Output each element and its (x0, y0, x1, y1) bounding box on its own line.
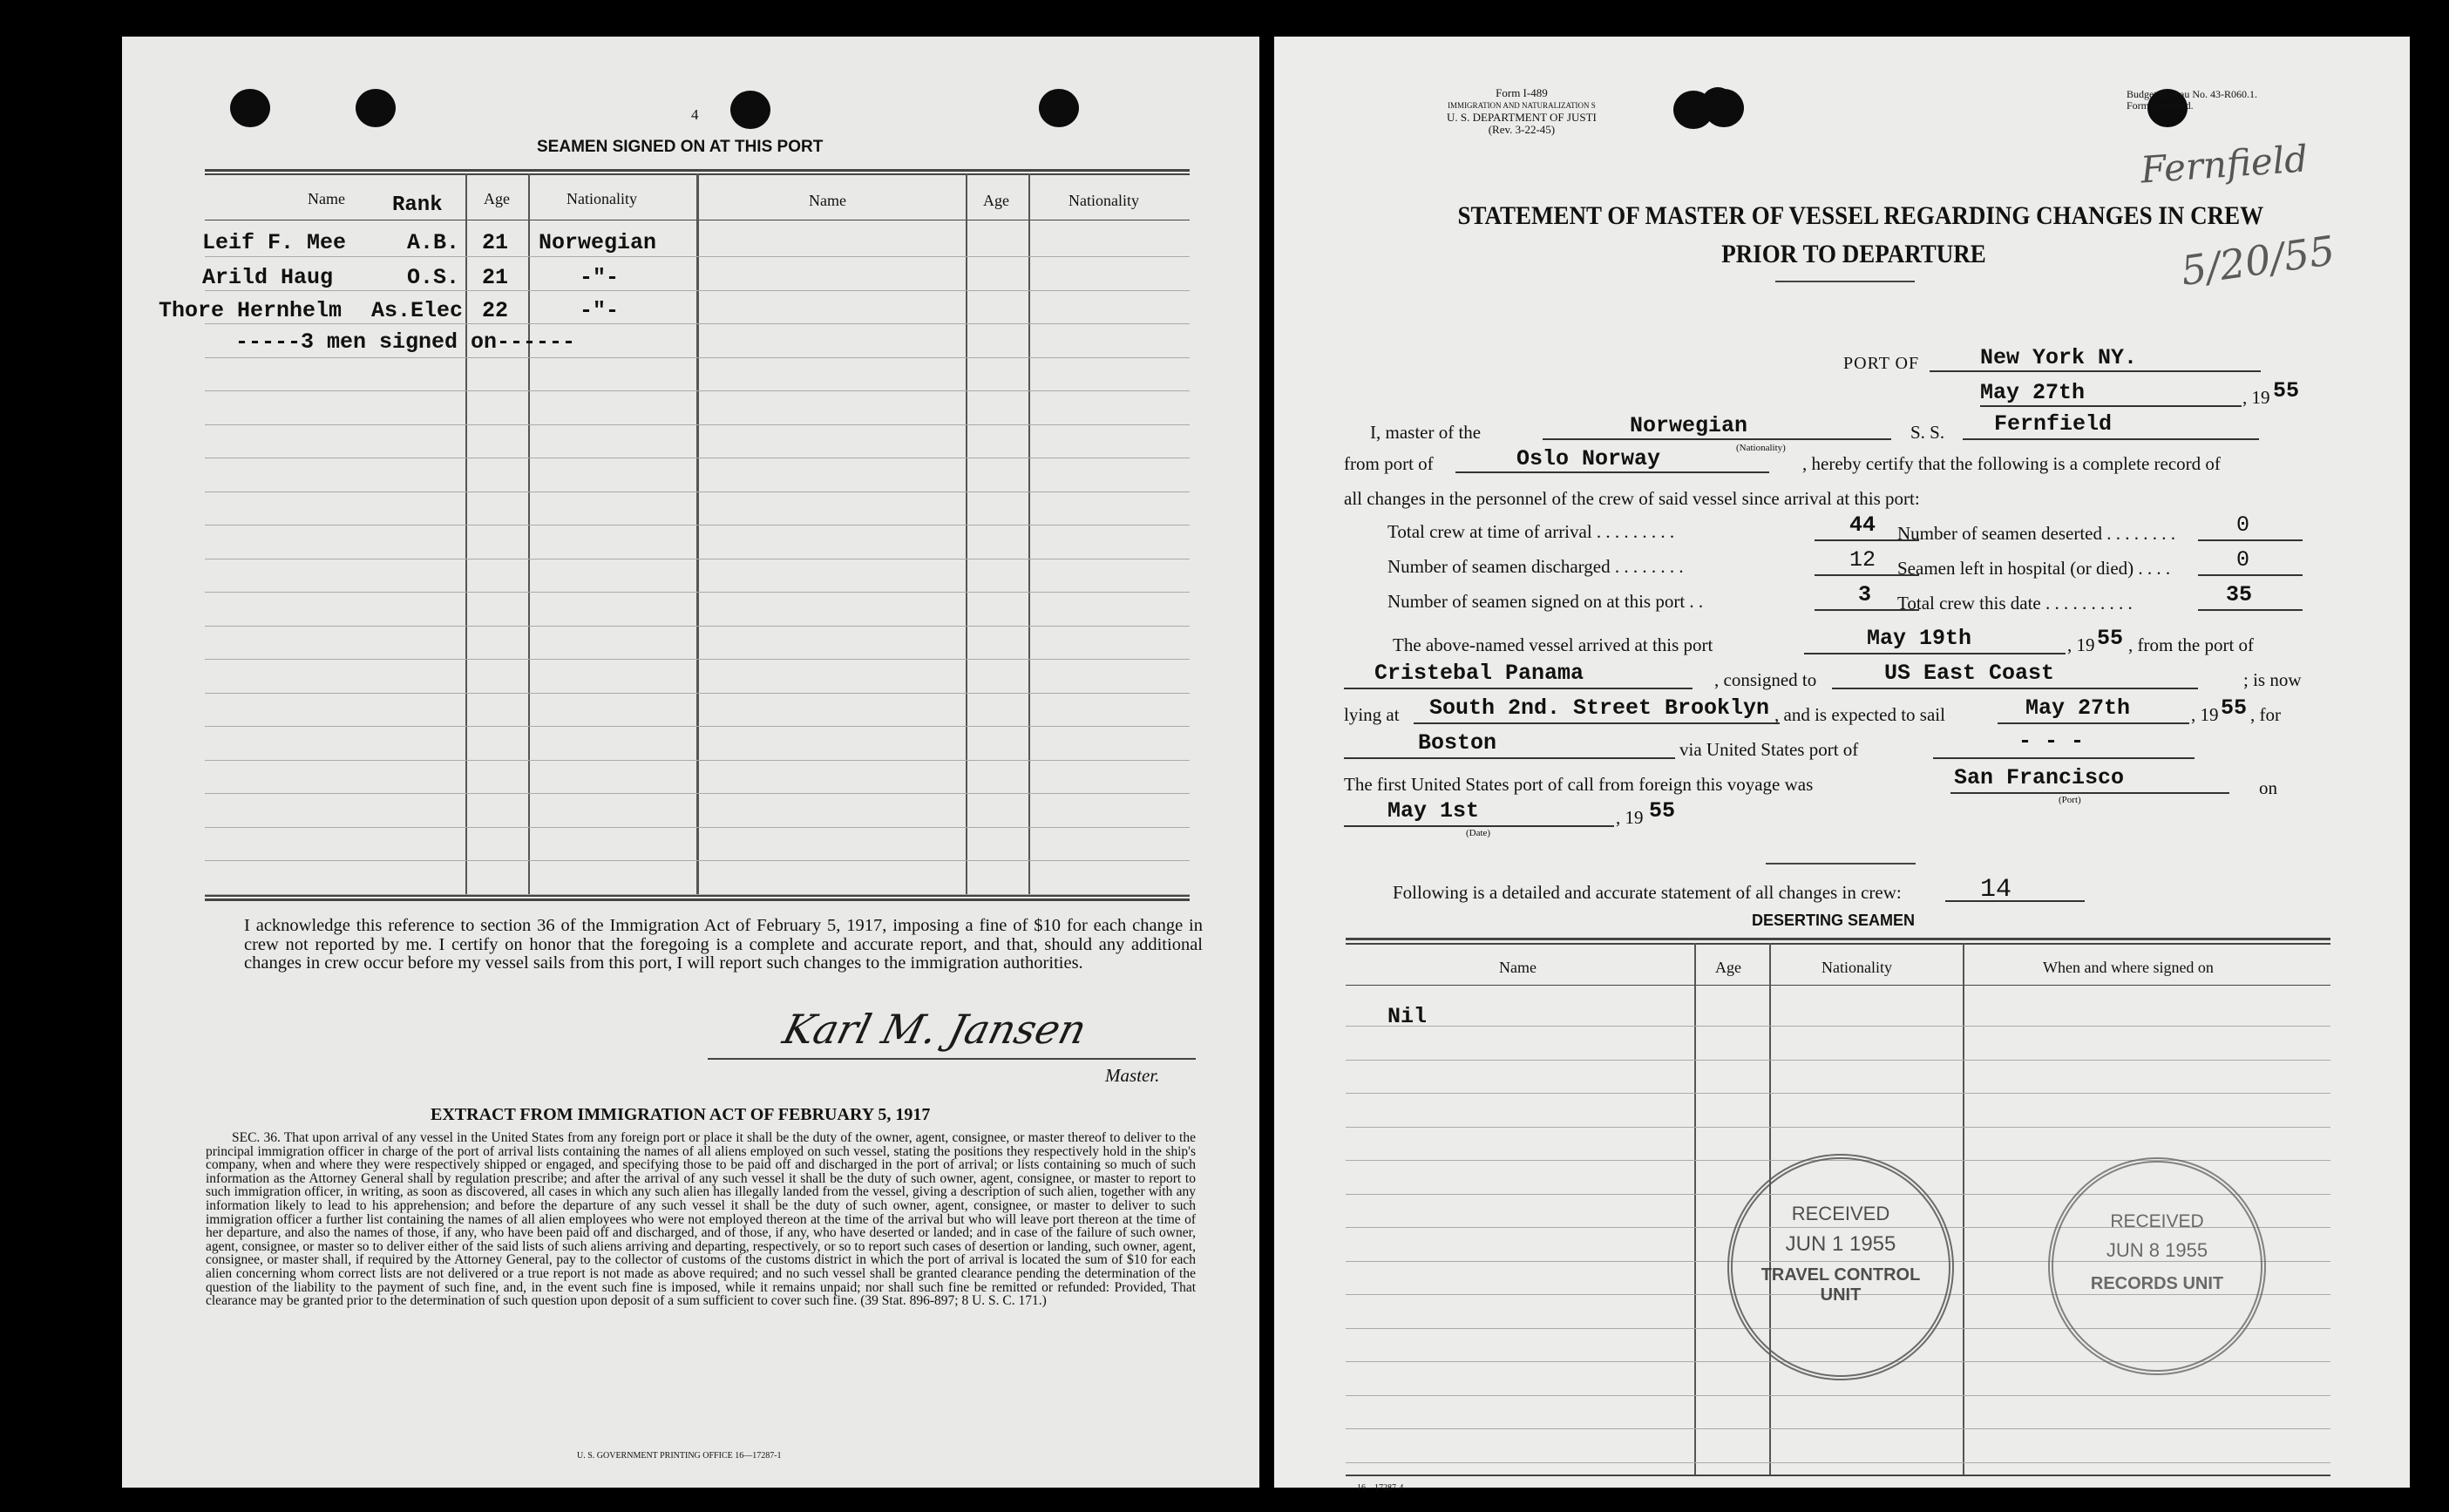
signed-on-value: 3 (1858, 582, 1872, 607)
column-divider (1028, 173, 1030, 895)
arrived-date: May 19th (1867, 626, 1972, 651)
column-divider (528, 173, 530, 895)
hospital-value: 0 (2236, 547, 2250, 573)
seaman-nationality: Norwegian (539, 230, 657, 255)
stamp-received: RECEIVED (1791, 1203, 1890, 1224)
following-label: Following is a detailed and accurate statement of all changes in crew: (1393, 882, 1902, 903)
stamp-date: JUN 8 1955 (2106, 1239, 2208, 1261)
col-header-name-2: Name (809, 192, 846, 209)
printer-line: U. S. GOVERNMENT PRINTING OFFICE 16—17287-1 (577, 1451, 782, 1461)
on-label: on (2259, 777, 2277, 798)
lying-at-value: South 2nd. Street Brooklyn (1429, 695, 1770, 721)
table-row (1346, 1395, 2330, 1396)
statement-date: May 27th (1980, 380, 2086, 405)
arrived-year: 55 (2097, 626, 2124, 651)
discharged-value: 12 (1849, 547, 1876, 573)
master-of-label: I, master of the (1370, 422, 1482, 443)
signature-title: Master. (1105, 1065, 1160, 1086)
stamp-date: JUN 1 1955 (1785, 1232, 1896, 1256)
arrived-label: The above-named vessel arrived at this port (1393, 634, 1713, 655)
handwritten-date: 5/20/55 (2178, 226, 2338, 295)
nationality-caption: (Nationality) (1736, 443, 1786, 453)
fill-line (2198, 608, 2303, 611)
fill-line (1998, 722, 2189, 724)
lying-at-label: lying at (1344, 704, 1400, 725)
sail-date: May 27th (2025, 695, 2131, 721)
fill-line (2198, 573, 2303, 576)
destination-port: Boston (1418, 730, 1497, 756)
fill-line (1414, 722, 1780, 724)
acknowledgement-text: I acknowledge this reference to section 36 of the Immigration Act of February 5, 1917, imposing a fine of $10 for each change in crew not reported by me. I certify on honor that the foregoing is a complete and accurate report, and that, should any additional changes in crew occur before my vessel sails from this port, I will report such changes to the immigration authorities. (244, 916, 1203, 973)
table-row (205, 592, 1190, 593)
table-row (205, 290, 1190, 291)
seaman-rank: O.S. (407, 265, 460, 290)
table-top-rule (1346, 938, 2330, 940)
received-stamp-travel-control (1727, 1154, 1954, 1380)
col-header-age-2: Age (983, 192, 1009, 209)
column-divider (696, 173, 699, 895)
form-title-line-1: STATEMENT OF MASTER OF VESSEL REGARDING CHANGES IN CREW (1457, 201, 2264, 230)
table-row (205, 693, 1190, 694)
fill-line (1945, 899, 2085, 902)
agency-line-2: U. S. DEPARTMENT OF JUSTI (1447, 111, 1597, 124)
from-port-value: Oslo Norway (1516, 446, 1661, 471)
desert-col-name: Name (1499, 959, 1537, 976)
table-row (205, 357, 1190, 358)
changes-count: 14 (1980, 875, 2012, 905)
seaman-age: 22 (482, 298, 509, 323)
seaman-age: 21 (482, 230, 509, 255)
seaman-name: Thore Hernhelm (159, 298, 343, 323)
table-row (205, 894, 1190, 895)
first-port-value: San Francisco (1954, 765, 2125, 790)
table-bottom-rule (205, 898, 1190, 901)
seaman-nationality: -"- (580, 298, 620, 323)
stamp-unit-line-2: UNIT (1820, 1285, 1862, 1305)
port-of-value: New York NY. (1980, 345, 2138, 370)
received-stamp-records (2048, 1157, 2266, 1375)
table-bottom-rule (205, 895, 1190, 897)
fill-line (1804, 652, 2066, 654)
first-port-date: May 1st (1387, 798, 1480, 824)
consigned-to: US East Coast (1884, 661, 2055, 686)
handwritten-vessel-name: Fernfield (2139, 137, 2310, 192)
ss-label: S. S. (1910, 422, 1945, 443)
seaman-rank: A.B. (407, 230, 460, 255)
table-row (205, 659, 1190, 660)
first-port-label: The first United States port of call from foreign this voyage was (1344, 774, 1814, 795)
table-row (1346, 1026, 2330, 1027)
table-top-rule (1346, 943, 2330, 945)
table-row (205, 424, 1190, 425)
statement-year: 55 (2273, 378, 2300, 403)
stamp-received: RECEIVED (2110, 1211, 2204, 1231)
col-header-nationality-2: Nationality (1068, 192, 1139, 209)
col-header-name: Name (308, 190, 345, 207)
seaman-age: 21 (482, 265, 509, 290)
fill-line (1344, 756, 1675, 759)
table-row (1346, 1462, 2330, 1463)
table-row (1346, 1127, 2330, 1128)
year-prefix: , 19 (2242, 387, 2270, 408)
discharged-label: Number of seamen discharged . . . . . . . . (1387, 556, 1684, 577)
is-now-label: ; is now (2243, 669, 2302, 690)
total-crew-arrival-value: 44 (1849, 512, 1876, 538)
from-port-label: from port of (1344, 453, 1434, 474)
certify-text: , hereby certify that the following is a complete record of (1802, 453, 2221, 474)
form-revision: (Rev. 3-22-45) (1488, 123, 1556, 136)
seaman-nationality: -"- (580, 265, 620, 290)
punch-hole (1039, 89, 1079, 127)
table-row (1346, 1060, 2330, 1061)
col-header-age: Age (484, 190, 510, 207)
port-caption: (Port) (2059, 795, 2081, 805)
printer-line: 16—17287-4 (1357, 1483, 1404, 1493)
punch-hole (356, 89, 396, 127)
deserting-title: DESERTING SEAMEN (1752, 912, 1916, 929)
extract-text: SEC. 36. That upon arrival of any vessel in the United States from any foreign port or place it shall be the duty of the owner, agent, consignee, or master thereof to deliver to the principal immigration officer in charge of the port of arrival lists containing the names of all aliens employed on such vessel, stating the positions they respectively hold in the ship's company, when and where they were respectively shipped or engaged, and specifying those to be paid off and discharged in the port of arrival; or lists containing so much of such information as the Attorney General shall by regulation prescribe; and after the arrival of any such vessel it shall be the duty of such owner, agent, consignee, or master to report to such immigration officer, in writing, as soon as discovered, all cases in which any such alien has illegally landed from the vessel, giving a description of such alien, together with any information likely to lead to his apprehension; and before the departure of any such vessel it shall be the duty of such owner, agent, consignee, or master to deliver to such immigration officer a further list containing the names of all alien employees who were not employed thereon at the time of the arrival but who will leave port thereon at the time of her departure, and also the names of those, if any, who have been paid off and discharged, and of those, if any, who have deserted or landed; and in case of the failure of such owner, agent, consignee, or master so to deliver either of the said lists of such aliens arriving and departing, respectively, or so to report such cases of desertion or landing, such owner, agent, consignee, or master shall, if required by the Attorney General, pay to the collector of customs of the customs district in which the port of arrival is located the sum of $10 for each alien concerning whom correct lists are not delivered or a true report is not made as above required; and no such vessel shall be granted clearance pending the determination of the question of the liability to the payment of such fine, and, in the event such fine is imposed, while it remains unpaid; nor shall such fine be remitted or refunded: Provided, That clearance may be granted prior to the determination of such question upon deposit of a sum sufficient to cover such fine. (39 Stat. 896-897; 8 U. S. C. 171.) (206, 1130, 1196, 1309)
vessel-name: Fernfield (1994, 411, 2113, 437)
stamp-unit-line: TRAVEL CONTROL (1760, 1265, 1921, 1285)
fill-line (1933, 756, 2195, 759)
date-caption: (Date) (1466, 828, 1491, 838)
fill-line (1344, 687, 1693, 689)
column-divider (465, 173, 467, 895)
first-port-year: 55 (1649, 798, 1676, 824)
deserted-label: Number of seamen deserted . . . . . . . . (1897, 523, 2175, 544)
form-title (1457, 197, 2264, 274)
vessel-nationality: Norwegian (1630, 413, 1748, 438)
desert-col-nationality: Nationality (1821, 959, 1892, 976)
table-bottom-rule (1346, 1475, 2330, 1476)
seaman-name: Arild Haug (202, 265, 334, 290)
table-row (205, 760, 1190, 761)
year-prefix: , 19 (1616, 807, 1644, 828)
extract-title: EXTRACT FROM IMMIGRATION ACT OF FEBRUARY 5, 1917 (431, 1105, 931, 1124)
punch-hole (230, 89, 270, 127)
seaman-name: Leif F. Mee (202, 230, 347, 255)
total-crew-date-value: 35 (2226, 582, 2253, 607)
table-row (205, 860, 1190, 861)
port-of-label: PORT OF (1843, 354, 1920, 373)
section-title: SEAMEN SIGNED ON AT THIS PORT (537, 138, 824, 156)
table-row (205, 793, 1190, 794)
col-header-nationality: Nationality (566, 190, 637, 207)
total-crew-date-label: Total crew this date . . . . . . . . . . (1897, 593, 2133, 614)
total-crew-arrival-label: Total crew at time of arrival . . . . . . . . . (1387, 521, 1675, 542)
signed-on-label: Number of seamen signed on at this port . . (1387, 591, 1704, 612)
year-prefix: , 19 (2067, 634, 2095, 655)
punch-hole (730, 91, 770, 129)
table-row (205, 390, 1190, 391)
fill-line (1950, 791, 2229, 794)
deserting-entry: Nil (1387, 1004, 1428, 1029)
stamp-unit-line: RECORDS UNIT (2090, 1274, 2224, 1293)
table-row (1346, 1093, 2330, 1094)
signed-on-summary: -----3 men signed on------ (235, 329, 576, 355)
form-title-line-2: PRIOR TO DEPARTURE (1721, 240, 1986, 268)
page-number: 4 (691, 106, 699, 123)
fill-line (2198, 539, 2303, 541)
master-signature: Karl M. Jansen (778, 1006, 1092, 1053)
header-rule (1346, 985, 2330, 986)
punch-hole (1701, 87, 1734, 120)
desert-col-signed-on: When and where signed on (2043, 959, 2214, 976)
table-row (205, 256, 1190, 257)
table-row (205, 827, 1190, 828)
table-row (205, 726, 1190, 727)
col-header-rank: Rank (392, 193, 443, 217)
for-label: , for (2250, 704, 2281, 725)
all-changes-text: all changes in the personnel of the crew of said vessel since arrival at this port: (1344, 488, 1920, 509)
desert-col-age: Age (1715, 959, 1741, 976)
consigned-label: , consigned to (1714, 669, 1817, 690)
separator-rule (1766, 863, 1916, 864)
table-row (205, 626, 1190, 627)
seaman-rank: As.Elec (371, 298, 464, 323)
right-page (1274, 37, 2410, 1493)
signature-line (708, 1058, 1196, 1060)
left-page (122, 37, 1259, 1488)
table-top-rule (205, 169, 1190, 172)
form-approved: Form approved. (2127, 99, 2194, 112)
column-divider (966, 173, 967, 895)
via-port: - - - (2018, 729, 2085, 754)
budget-bureau-number: Budget Bureau No. 43-R060.1. (2127, 88, 2257, 100)
form-number: Form I-489 (1496, 86, 1548, 99)
deserted-value: 0 (2236, 512, 2250, 538)
sail-year: 55 (2221, 695, 2248, 721)
year-prefix: , 19 (2191, 704, 2219, 725)
hospital-label: Seamen left in hospital (or died) . . . . (1897, 558, 2171, 579)
expected-to-sail-label: , and is expected to sail (1774, 704, 1945, 725)
fill-line (1963, 437, 2259, 440)
from-the-port-of-label: , from the port of (2128, 634, 2255, 655)
agency-line: IMMIGRATION AND NATURALIZATION S (1448, 101, 1596, 110)
via-label: via United States port of (1679, 739, 1859, 760)
budget-block (2127, 89, 2257, 112)
origin-port: Cristebal Panama (1374, 661, 1584, 686)
fill-line (1344, 824, 1614, 827)
table-row (1346, 1428, 2330, 1429)
title-rule (1775, 281, 1915, 282)
table-row (205, 323, 1190, 324)
fill-line (1832, 687, 2198, 689)
form-header-block (1447, 87, 1597, 136)
